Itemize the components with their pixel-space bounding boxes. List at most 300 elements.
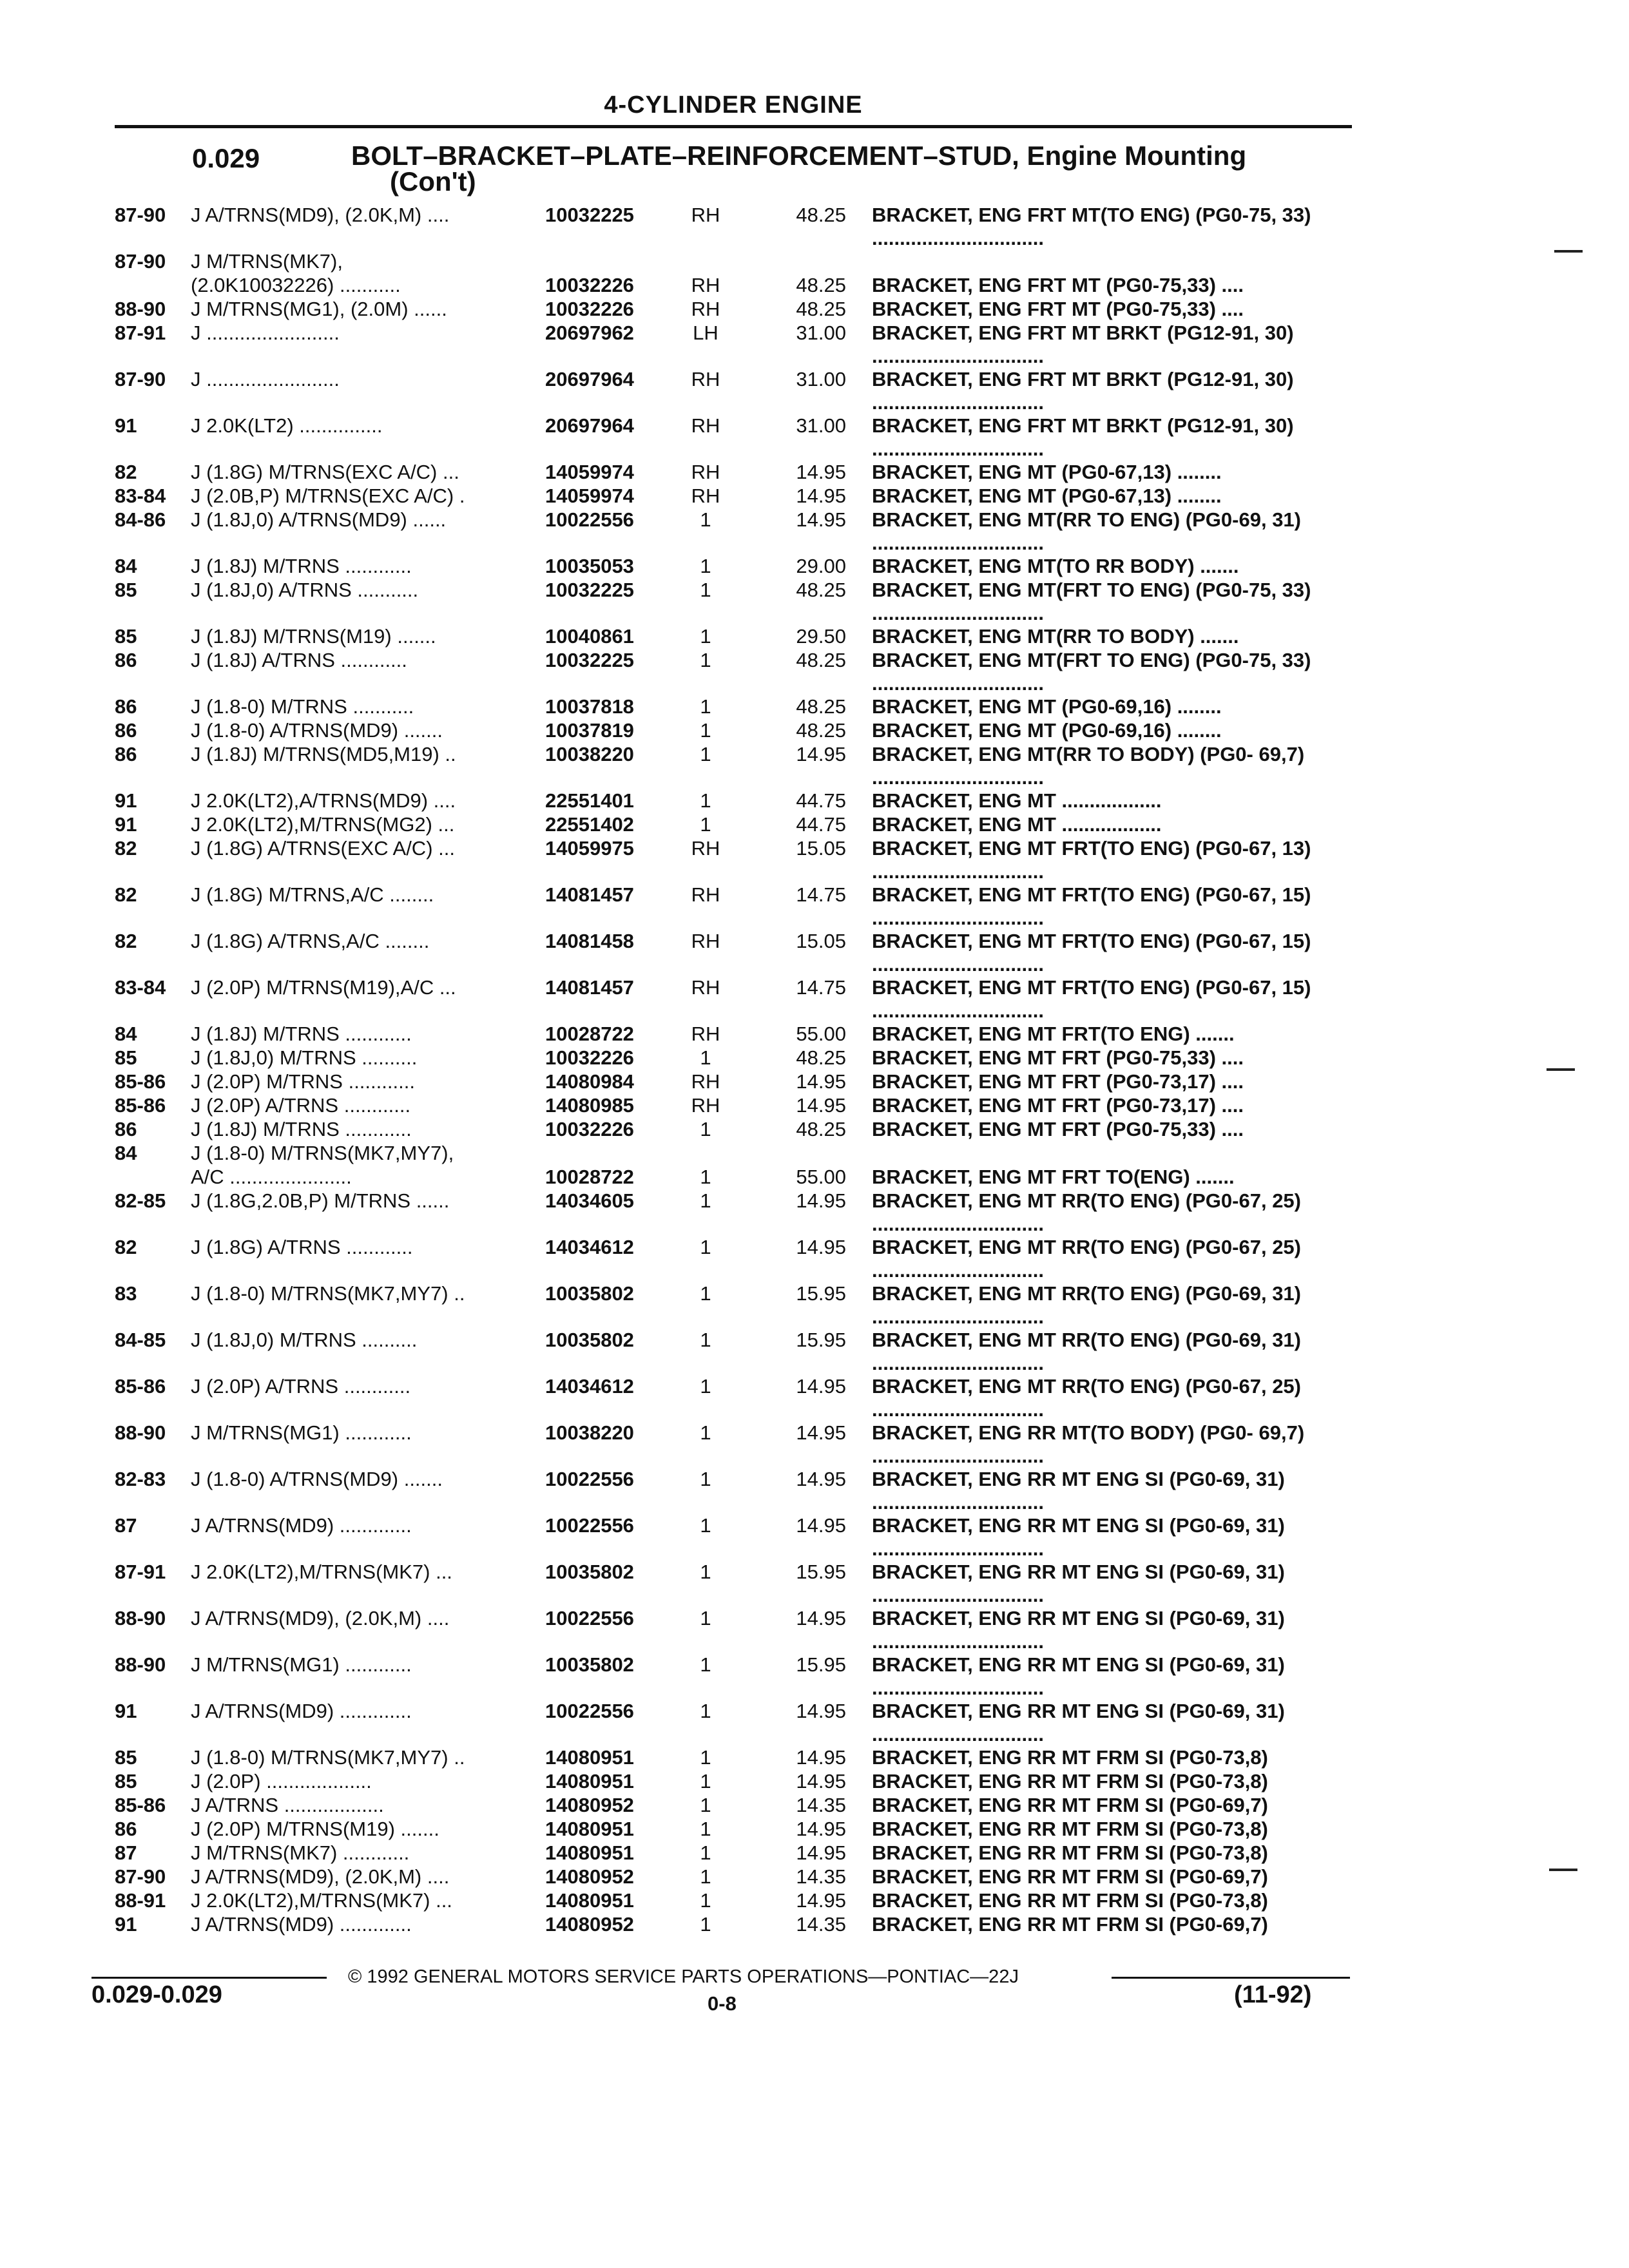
quantity: 1 — [700, 1913, 711, 1936]
application: J (1.8-0) M/TRNS ........... — [191, 695, 414, 718]
section-range: 0.029-0.029 — [92, 1981, 222, 2008]
quantity: 1 — [700, 1794, 711, 1816]
part-description: BRACKET, ENG MT(TO RR BODY) ....... — [872, 555, 1239, 577]
model-years: 88-90 — [115, 1653, 166, 1676]
quantity: RH — [691, 368, 720, 390]
part-number: 10040861 — [545, 625, 634, 648]
part-number: 10035802 — [545, 1282, 634, 1305]
part-description: BRACKET, ENG MT (PG0-69,16) ........ — [872, 719, 1222, 742]
part-description: BRACKET, ENG MT(FRT TO ENG) (PG0-75, 33) ............................... — [872, 579, 1311, 624]
quantity: 1 — [700, 1865, 711, 1888]
margin-mark — [1547, 1068, 1575, 1071]
application: J M/TRNS(MG1) ............ — [191, 1421, 412, 1444]
part-row — [115, 368, 1358, 414]
list-price: 14.95 — [796, 1889, 846, 1912]
part-number: 14059974 — [545, 461, 634, 483]
part-description: BRACKET, ENG MT RR(TO ENG) (PG0-67, 25) ............................... — [872, 1236, 1302, 1282]
application: J 2.0K(LT2),A/TRNS(MD9) .... — [191, 789, 456, 812]
application: J (2.0P) M/TRNS(M19),A/C ... — [191, 976, 456, 999]
quantity: 1 — [700, 1375, 711, 1398]
application: J (1.8J,0) A/TRNS(MD9) ...... — [191, 508, 447, 531]
part-description: BRACKET, ENG MT(FRT TO ENG) (PG0-75, 33) ............................... — [872, 649, 1311, 695]
model-years: 85 — [115, 579, 137, 601]
part-number: 10032225 — [545, 649, 634, 671]
part-description: BRACKET, ENG MT FRT(TO ENG) (PG0-67, 15) ............................... — [872, 930, 1311, 975]
part-number: 14081458 — [545, 930, 634, 952]
part-number: 10022556 — [545, 1607, 634, 1629]
list-price: 48.25 — [796, 298, 846, 320]
part-description: BRACKET, ENG MT FRT(TO ENG) (PG0-67, 15) ............................... — [872, 883, 1311, 929]
part-row — [115, 1514, 1358, 1561]
quantity: 1 — [700, 579, 711, 601]
part-number: 14080984 — [545, 1070, 634, 1093]
application: J (1.8-0) M/TRNS(MK7,MY7), — [191, 1142, 454, 1164]
part-row — [115, 1700, 1358, 1746]
model-years: 83 — [115, 1282, 137, 1305]
part-number: 10037818 — [545, 695, 634, 718]
application: J 2.0K(LT2),M/TRNS(MK7) ... — [191, 1889, 452, 1912]
part-number: 10022556 — [545, 1468, 634, 1490]
quantity: RH — [691, 1094, 720, 1117]
quantity: RH — [691, 930, 720, 952]
part-number: 10035802 — [545, 1329, 634, 1351]
part-row — [115, 1375, 1358, 1421]
application: J ........................ — [191, 322, 340, 344]
list-price: 14.95 — [796, 1818, 846, 1840]
part-row — [115, 204, 1358, 250]
margin-mark — [1549, 1869, 1577, 1871]
part-row — [115, 274, 1358, 298]
part-number: 14034605 — [545, 1189, 634, 1212]
application: A/C ...................... — [191, 1166, 352, 1188]
model-years: 86 — [115, 1118, 137, 1140]
part-description: BRACKET, ENG FRT MT BRKT (PG12-91, 30) ............................... — [872, 414, 1294, 460]
part-number: 14080951 — [545, 1889, 634, 1912]
part-row — [115, 1070, 1358, 1094]
application: J 2.0K(LT2),M/TRNS(MK7) ... — [191, 1561, 452, 1583]
list-price: 48.25 — [796, 695, 846, 718]
list-price: 15.95 — [796, 1282, 846, 1305]
part-description: BRACKET, ENG RR MT FRM SI (PG0-69,7) — [872, 1865, 1268, 1888]
list-price: 14.95 — [796, 1094, 846, 1117]
part-row — [115, 1794, 1358, 1818]
application: J (1.8-0) A/TRNS(MD9) ....... — [191, 1468, 443, 1490]
part-description: BRACKET, ENG FRT MT (PG0-75,33) .... — [872, 274, 1244, 296]
part-number: 14059975 — [545, 837, 634, 860]
part-number: 10032225 — [545, 579, 634, 601]
quantity: 1 — [700, 743, 711, 765]
model-years: 82 — [115, 837, 137, 860]
part-row — [115, 1889, 1358, 1913]
part-row — [115, 485, 1358, 508]
model-years: 85 — [115, 625, 137, 648]
part-row — [115, 789, 1358, 813]
part-number: 14080952 — [545, 1794, 634, 1816]
part-description: BRACKET, ENG MT(RR TO BODY) (PG0- 69,7) ............................... — [872, 743, 1305, 789]
part-description: BRACKET, ENG MT RR(TO ENG) (PG0-69, 31) ............................... — [872, 1282, 1302, 1328]
quantity: 1 — [700, 1561, 711, 1583]
part-row — [115, 1118, 1358, 1142]
model-years: 87-90 — [115, 250, 166, 273]
model-years: 82 — [115, 461, 137, 483]
model-years: 83-84 — [115, 976, 166, 999]
model-years: 86 — [115, 695, 137, 718]
list-price: 14.95 — [796, 1514, 846, 1537]
application: J M/TRNS(MK7) ............ — [191, 1841, 410, 1864]
part-row — [115, 508, 1358, 555]
part-number: 14081457 — [545, 976, 634, 999]
section-continued: (Con't) — [390, 166, 476, 197]
part-row — [115, 1770, 1358, 1794]
list-price: 14.75 — [796, 976, 846, 999]
list-price: 14.95 — [796, 1375, 846, 1398]
list-price: 48.25 — [796, 649, 846, 671]
part-description: BRACKET, ENG MT (PG0-67,13) ........ — [872, 485, 1222, 507]
quantity: 1 — [700, 555, 711, 577]
model-years: 84-85 — [115, 1329, 166, 1351]
part-row — [115, 1046, 1358, 1070]
part-number: 10038220 — [545, 1421, 634, 1444]
part-description: BRACKET, ENG RR MT ENG SI (PG0-69, 31) ............................... — [872, 1561, 1285, 1606]
model-years: 88-90 — [115, 298, 166, 320]
application: J (2.0P) ................... — [191, 1770, 372, 1792]
application: J A/TRNS(MD9), (2.0K,M) .... — [191, 1865, 450, 1888]
list-price: 14.95 — [796, 743, 846, 765]
quantity: RH — [691, 204, 720, 226]
list-price: 14.95 — [796, 1770, 846, 1792]
part-number: 10032226 — [545, 1118, 634, 1140]
part-description: BRACKET, ENG RR MT FRM SI (PG0-73,8) — [872, 1818, 1268, 1840]
application: J (1.8-0) M/TRNS(MK7,MY7) .. — [191, 1746, 465, 1769]
list-price: 29.00 — [796, 555, 846, 577]
application: J A/TRNS(MD9) ............. — [191, 1700, 412, 1722]
model-years: 86 — [115, 743, 137, 765]
quantity: LH — [693, 322, 718, 344]
part-description: BRACKET, ENG MT .................. — [872, 789, 1162, 812]
part-description: BRACKET, ENG RR MT ENG SI (PG0-69, 31) ............................... — [872, 1607, 1285, 1653]
part-row — [115, 555, 1358, 579]
part-description: BRACKET, ENG RR MT FRM SI (PG0-73,8) — [872, 1746, 1268, 1769]
part-description: BRACKET, ENG RR MT ENG SI (PG0-69, 31) ............................... — [872, 1514, 1285, 1560]
part-row — [115, 1561, 1358, 1607]
model-years: 87-91 — [115, 322, 166, 344]
quantity: RH — [691, 976, 720, 999]
list-price: 14.35 — [796, 1913, 846, 1936]
part-description: BRACKET, ENG MT FRT(TO ENG) ....... — [872, 1023, 1235, 1045]
list-price: 48.25 — [796, 274, 846, 296]
model-years: 87-90 — [115, 1865, 166, 1888]
list-price: 48.25 — [796, 719, 846, 742]
part-number: 10032226 — [545, 298, 634, 320]
model-years: 84 — [115, 555, 137, 577]
application: J (2.0P) M/TRNS ............ — [191, 1070, 415, 1093]
page-number: 0-8 — [708, 1992, 737, 2015]
quantity: RH — [691, 883, 720, 906]
list-price: 14.95 — [796, 1607, 846, 1629]
quantity: 1 — [700, 1841, 711, 1864]
part-number: 10035053 — [545, 555, 634, 577]
application: J M/TRNS(MK7), — [191, 250, 343, 273]
part-description: BRACKET, ENG RR MT FRM SI (PG0-73,8) — [872, 1889, 1268, 1912]
application: J (1.8G) M/TRNS,A/C ........ — [191, 883, 434, 906]
model-years: 87 — [115, 1841, 137, 1864]
list-price: 14.35 — [796, 1794, 846, 1816]
part-description: BRACKET, ENG MT RR(TO ENG) (PG0-67, 25) ............................... — [872, 1375, 1302, 1421]
model-years: 91 — [115, 813, 137, 836]
model-years: 88-90 — [115, 1421, 166, 1444]
part-description: BRACKET, ENG RR MT ENG SI (PG0-69, 31) ............................... — [872, 1653, 1285, 1699]
list-price: 14.95 — [796, 1236, 846, 1258]
part-row — [115, 743, 1358, 789]
part-description: BRACKET, ENG RR MT FRM SI (PG0-69,7) — [872, 1913, 1268, 1936]
list-price: 48.25 — [796, 1118, 846, 1140]
model-years: 84-86 — [115, 508, 166, 531]
part-number: 10032226 — [545, 274, 634, 296]
application: J (1.8J) M/TRNS ............ — [191, 1118, 412, 1140]
application: J (1.8-0) A/TRNS(MD9) ....... — [191, 719, 443, 742]
application: J M/TRNS(MG1) ............ — [191, 1653, 412, 1676]
margin-mark — [1554, 250, 1583, 253]
part-description: BRACKET, ENG RR MT ENG SI (PG0-69, 31) ............................... — [872, 1700, 1285, 1745]
part-row — [115, 1468, 1358, 1514]
list-price: 31.00 — [796, 368, 846, 390]
part-description: BRACKET, ENG MT (PG0-67,13) ........ — [872, 461, 1222, 483]
quantity: 1 — [700, 1889, 711, 1912]
list-price: 15.95 — [796, 1329, 846, 1351]
list-price: 14.95 — [796, 1841, 846, 1864]
part-description: BRACKET, ENG RR MT ENG SI (PG0-69, 31) ............................... — [872, 1468, 1285, 1514]
part-row — [115, 649, 1358, 695]
list-price: 31.00 — [796, 322, 846, 344]
part-description: BRACKET, ENG MT FRT TO(ENG) ....... — [872, 1166, 1235, 1188]
list-price: 14.95 — [796, 1189, 846, 1212]
part-row — [115, 625, 1358, 649]
part-row — [115, 579, 1358, 625]
part-row — [115, 1023, 1358, 1046]
footer-rule-left — [92, 1977, 327, 1979]
model-years: 85-86 — [115, 1070, 166, 1093]
part-row — [115, 1818, 1358, 1841]
list-price: 15.05 — [796, 930, 846, 952]
part-number: 10028722 — [545, 1166, 634, 1188]
list-price: 14.95 — [796, 508, 846, 531]
page-header: 4-CYLINDER ENGINE — [604, 91, 863, 119]
quantity: RH — [691, 1023, 720, 1045]
part-description: BRACKET, ENG MT(RR TO ENG) (PG0-69, 31) ............................... — [872, 508, 1302, 554]
quantity: 1 — [700, 695, 711, 718]
part-description: BRACKET, ENG MT FRT(TO ENG) (PG0-67, 13) ............................... — [872, 837, 1311, 883]
part-row — [115, 1282, 1358, 1329]
part-row — [115, 883, 1358, 930]
part-row — [115, 1746, 1358, 1770]
part-number: 14080951 — [545, 1818, 634, 1840]
model-years: 86 — [115, 1818, 137, 1840]
part-row — [115, 414, 1358, 461]
list-price: 14.95 — [796, 1070, 846, 1093]
model-years: 91 — [115, 789, 137, 812]
quantity: RH — [691, 414, 720, 437]
model-years: 86 — [115, 649, 137, 671]
part-description: BRACKET, ENG RR MT FRM SI (PG0-73,8) — [872, 1841, 1268, 1864]
part-row — [115, 1653, 1358, 1700]
application: J A/TRNS(MD9), (2.0K,M) .... — [191, 204, 450, 226]
part-description: BRACKET, ENG MT FRT (PG0-75,33) .... — [872, 1118, 1244, 1140]
part-number: 14080951 — [545, 1841, 634, 1864]
part-number: 14034612 — [545, 1375, 634, 1398]
list-price: 55.00 — [796, 1166, 846, 1188]
quantity: 1 — [700, 1236, 711, 1258]
quantity: 1 — [700, 813, 711, 836]
model-years: 85-86 — [115, 1375, 166, 1398]
list-price: 15.95 — [796, 1653, 846, 1676]
list-price: 14.95 — [796, 485, 846, 507]
part-number: 14080951 — [545, 1746, 634, 1769]
part-row — [115, 1841, 1358, 1865]
header-rule — [115, 125, 1352, 128]
part-number: 14081457 — [545, 883, 634, 906]
application: J (1.8J) M/TRNS(MD5,M19) .. — [191, 743, 456, 765]
quantity: 1 — [700, 1118, 711, 1140]
part-row — [115, 461, 1358, 485]
list-price: 14.95 — [796, 1421, 846, 1444]
quantity: 1 — [700, 1329, 711, 1351]
part-row — [115, 322, 1358, 368]
footer-rule-right — [1112, 1977, 1350, 1979]
copyright-line: © 1992 GENERAL MOTORS SERVICE PARTS OPERATIONS—PONTIAC—22J — [348, 1966, 1019, 1987]
quantity: RH — [691, 298, 720, 320]
list-price: 14.35 — [796, 1865, 846, 1888]
part-description: BRACKET, ENG MT(RR TO BODY) ....... — [872, 625, 1239, 648]
part-row — [115, 1913, 1358, 1937]
part-number: 14080951 — [545, 1770, 634, 1792]
part-description: BRACKET, ENG FRT MT BRKT (PG12-91, 30) ............................... — [872, 322, 1294, 367]
part-row — [115, 1142, 1358, 1166]
application: J (2.0P) A/TRNS ............ — [191, 1094, 411, 1117]
quantity: 1 — [700, 1282, 711, 1305]
application: J A/TRNS .................. — [191, 1794, 384, 1816]
part-row — [115, 250, 1358, 274]
application: J (2.0B,P) M/TRNS(EXC A/C) . — [191, 485, 465, 507]
application: J (1.8G,2.0B,P) M/TRNS ...... — [191, 1189, 450, 1212]
list-price: 48.25 — [796, 579, 846, 601]
quantity: 1 — [700, 1421, 711, 1444]
part-row — [115, 298, 1358, 322]
part-row — [115, 1236, 1358, 1282]
model-years: 85-86 — [115, 1094, 166, 1117]
application: J (1.8J,0) A/TRNS ........... — [191, 579, 419, 601]
part-description: BRACKET, ENG MT RR(TO ENG) (PG0-67, 25) ............................... — [872, 1189, 1302, 1235]
part-row — [115, 813, 1358, 837]
part-number: 10032226 — [545, 1046, 634, 1069]
model-years: 86 — [115, 719, 137, 742]
part-row — [115, 1094, 1358, 1118]
quantity: 1 — [700, 625, 711, 648]
part-description: BRACKET, ENG MT RR(TO ENG) (PG0-69, 31) ............................... — [872, 1329, 1302, 1374]
section-title — [351, 140, 1356, 197]
quantity: RH — [691, 485, 720, 507]
model-years: 82-83 — [115, 1468, 166, 1490]
part-row — [115, 719, 1358, 743]
quantity: 1 — [700, 1818, 711, 1840]
application: J 2.0K(LT2),M/TRNS(MG2) ... — [191, 813, 455, 836]
application: J (1.8G) M/TRNS(EXC A/C) ... — [191, 461, 459, 483]
quantity: 1 — [700, 719, 711, 742]
part-description: BRACKET, ENG FRT MT(TO ENG) (PG0-75, 33) ............................... — [872, 204, 1311, 249]
list-price: 14.95 — [796, 461, 846, 483]
part-number: 14059974 — [545, 485, 634, 507]
part-number: 10022556 — [545, 1700, 634, 1722]
application: J (1.8-0) M/TRNS(MK7,MY7) .. — [191, 1282, 465, 1305]
model-years: 85 — [115, 1746, 137, 1769]
quantity: 1 — [700, 1700, 711, 1722]
part-row — [115, 976, 1358, 1023]
revision-date: (11-92) — [1234, 1981, 1312, 2008]
part-number: 10028722 — [545, 1023, 634, 1045]
list-price: 14.95 — [796, 1700, 846, 1722]
part-number: 14080952 — [545, 1865, 634, 1888]
application: J (1.8J) M/TRNS(M19) ....... — [191, 625, 436, 648]
quantity: 1 — [700, 1770, 711, 1792]
part-description: BRACKET, ENG MT .................. — [872, 813, 1162, 836]
part-description: BRACKET, ENG MT FRT(TO ENG) (PG0-67, 15) ............................... — [872, 976, 1311, 1022]
part-description: BRACKET, ENG MT (PG0-69,16) ........ — [872, 695, 1222, 718]
application: J ........................ — [191, 368, 340, 390]
model-years: 85 — [115, 1770, 137, 1792]
model-years: 88-90 — [115, 1607, 166, 1629]
part-row — [115, 1329, 1358, 1375]
part-number: 20697964 — [545, 414, 634, 437]
application: J (1.8J,0) M/TRNS .......... — [191, 1046, 418, 1069]
part-row — [115, 1189, 1358, 1236]
part-row — [115, 837, 1358, 883]
part-row — [115, 930, 1358, 976]
model-years: 91 — [115, 1700, 137, 1722]
part-number: 20697964 — [545, 368, 634, 390]
application: J A/TRNS(MD9) ............. — [191, 1514, 412, 1537]
model-years: 82 — [115, 930, 137, 952]
part-description: BRACKET, ENG MT FRT (PG0-73,17) .... — [872, 1070, 1244, 1093]
application: J (1.8J) M/TRNS ............ — [191, 1023, 412, 1045]
part-description: BRACKET, ENG MT FRT (PG0-73,17) .... — [872, 1094, 1244, 1117]
part-number: 10037819 — [545, 719, 634, 742]
model-years: 91 — [115, 1913, 137, 1936]
quantity: 1 — [700, 1166, 711, 1188]
application: (2.0K10032226) ........... — [191, 274, 401, 296]
model-years: 87 — [115, 1514, 137, 1537]
model-years: 87-90 — [115, 204, 166, 226]
application: J (2.0P) M/TRNS(M19) ....... — [191, 1818, 439, 1840]
part-number: 10035802 — [545, 1653, 634, 1676]
list-price: 29.50 — [796, 625, 846, 648]
application: J (1.8G) A/TRNS ............ — [191, 1236, 413, 1258]
part-number: 14080985 — [545, 1094, 634, 1117]
list-price: 14.95 — [796, 1468, 846, 1490]
application: J (1.8G) A/TRNS(EXC A/C) ... — [191, 837, 455, 860]
quantity: RH — [691, 461, 720, 483]
quantity: 1 — [700, 508, 711, 531]
part-description: BRACKET, ENG RR MT FRM SI (PG0-73,8) — [872, 1770, 1268, 1792]
part-row — [115, 1865, 1358, 1889]
quantity: 1 — [700, 1514, 711, 1537]
part-row — [115, 1166, 1358, 1189]
application: J A/TRNS(MD9), (2.0K,M) .... — [191, 1607, 450, 1629]
model-years: 84 — [115, 1023, 137, 1045]
model-years: 91 — [115, 414, 137, 437]
model-years: 83-84 — [115, 485, 166, 507]
application: J M/TRNS(MG1), (2.0M) ...... — [191, 298, 447, 320]
list-price: 44.75 — [796, 813, 846, 836]
part-row — [115, 695, 1358, 719]
